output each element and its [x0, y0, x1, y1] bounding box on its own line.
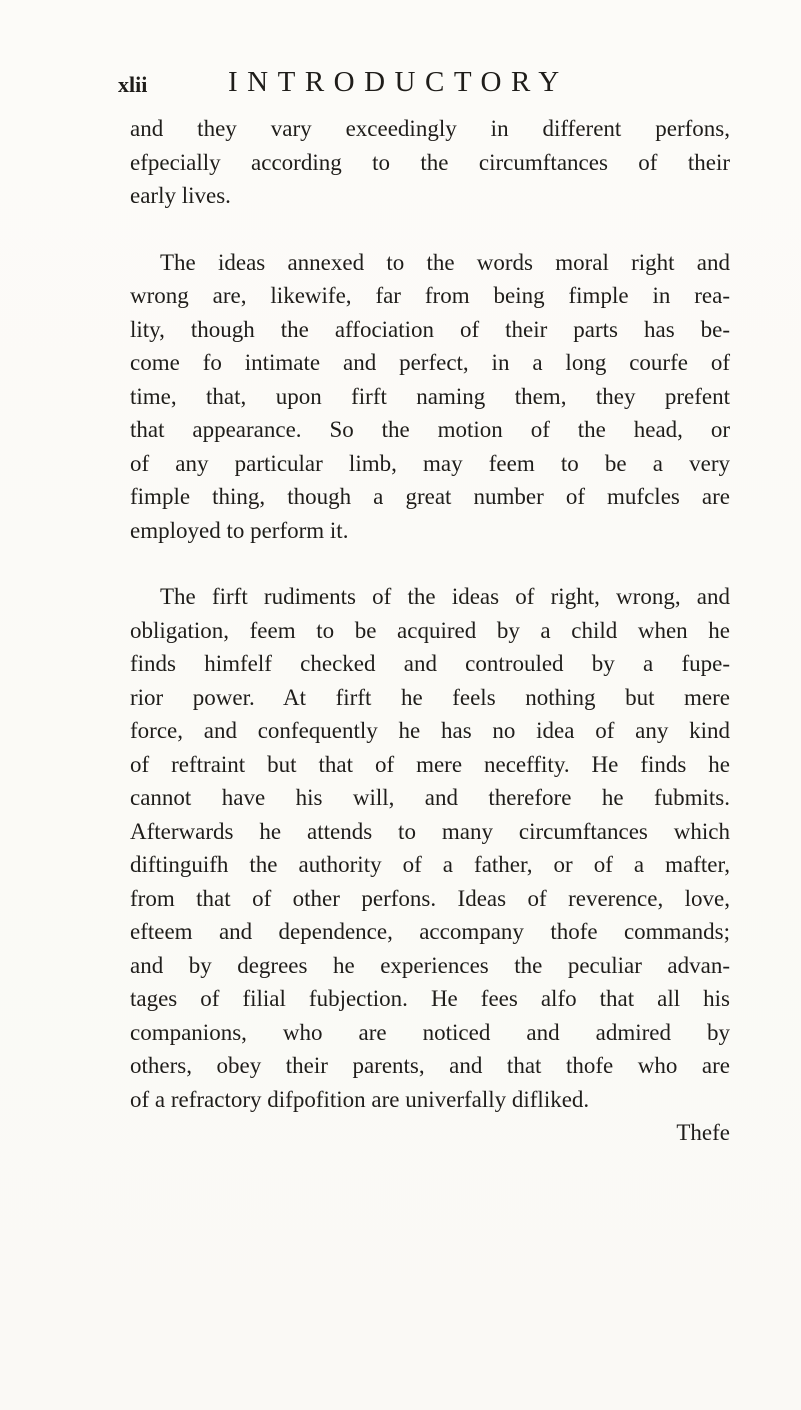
- text-line: that appearance. So the motion of the head, or: [130, 417, 730, 442]
- text-line: The ideas annexed to the words moral right and: [160, 249, 730, 275]
- text-line: of reftraint but that of mere neceffity. He finds he: [130, 751, 730, 777]
- body-text: [130, 112, 730, 1150]
- text-line: efteem and dependence, accompany thofe commands;: [130, 919, 730, 944]
- text-line: cannot have his will, and therefore he fubmits.: [130, 785, 730, 810]
- paragraph-gap: [130, 213, 730, 246]
- text-line: companions, who are noticed and admired by: [130, 1019, 730, 1045]
- catchword: Thefe: [676, 1120, 730, 1145]
- text-line: diftinguifh the authority of a father, or of a mafter,: [130, 852, 730, 877]
- text-line: wrong are, likewife, far from being fimple in rea-: [130, 283, 730, 308]
- text-line: force, and confequently he has no idea of any kind: [130, 718, 730, 743]
- page-number: xlii: [118, 72, 148, 97]
- text-line: finds himfelf checked and controuled by a fupe-: [130, 651, 730, 676]
- paragraph-gap: [130, 547, 730, 580]
- paragraph-1: [130, 112, 730, 213]
- text-line: of a refractory difpofition are univerfally difliked.: [130, 1086, 590, 1112]
- text-line: rior power. At firft he feels nothing but mere: [130, 684, 730, 710]
- text-line: early lives.: [130, 183, 231, 208]
- running-head: INTRODUCTORY: [228, 66, 569, 98]
- text-line: efpecially according to the circumftances of their: [130, 149, 730, 175]
- text-line: The firft rudiments of the ideas of right, wrong, and: [160, 584, 730, 609]
- text-line: tages of filial fubjection. He fees alfo that all his: [130, 986, 730, 1011]
- text-line: Afterwards he attends to many circumftances which: [130, 818, 730, 844]
- text-line: lity, though the affociation of their parts has be-: [130, 316, 730, 342]
- text-line: and by degrees he experiences the peculiar advan-: [130, 952, 730, 978]
- text-line: fimple thing, though a great number of mufcles are: [130, 484, 730, 509]
- text-line: and they vary exceedingly in different perfons,: [130, 116, 730, 141]
- page-header: [118, 66, 718, 102]
- paragraph-3: [130, 580, 730, 1116]
- text-line: come fo intimate and perfect, in a long courfe of: [130, 350, 730, 375]
- text-line: employed to perform it.: [130, 517, 349, 543]
- text-line: time, that, upon firft naming them, they prefent: [130, 383, 730, 409]
- text-line: from that of other perfons. Ideas of reverence, love,: [130, 885, 730, 911]
- paragraph-2: [130, 246, 730, 548]
- text-line: others, obey their parents, and that thofe who are: [130, 1053, 730, 1078]
- text-line: of any particular limb, may feem to be a very: [130, 450, 730, 476]
- text-line: obligation, feem to be acquired by a child when he: [130, 617, 730, 643]
